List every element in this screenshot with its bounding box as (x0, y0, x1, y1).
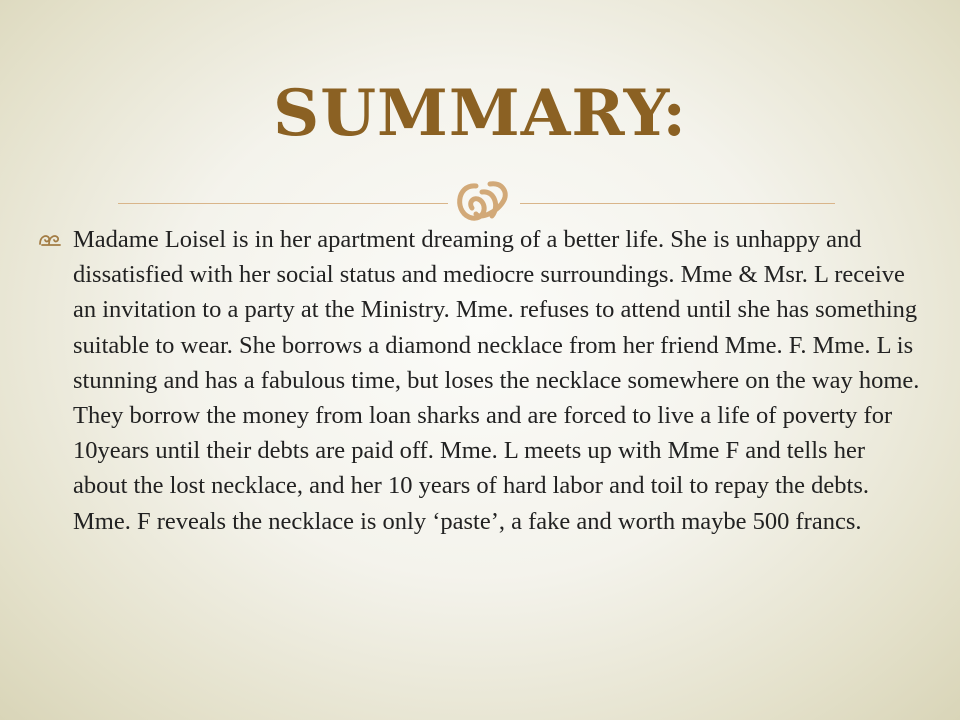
title-divider-left (118, 203, 448, 204)
double-flourish-icon (38, 231, 62, 247)
flourish-ornament-icon (446, 176, 516, 226)
summary-paragraph: Madame Loisel is in her apartment dreaming of a better life. She is unhappy and dissatisfied with her social status and mediocre surroundings. Mme & Msr. L receive an invitation to a party at the Ministry. Mme. refuses to attend until she has something suitable to wear. She borrows a diamond necklace from her friend Mme. F. Mme. L is stunning and has a fabulous time, but loses the necklace somewhere on the way home. They borrow the money from loan sharks and are forced to live a life of poverty for 10years until their debts are paid off. Mme. L meets up with Mme F and tells her about the lost necklace, and her 10 years of hard labor and toil to repay the debts. Mme. F reveals the necklace is only ‘paste’, a fake and worth maybe 500 francs. (73, 226, 920, 535)
slide-title: SUMMARY: (273, 76, 687, 151)
title-divider-right (520, 203, 835, 204)
